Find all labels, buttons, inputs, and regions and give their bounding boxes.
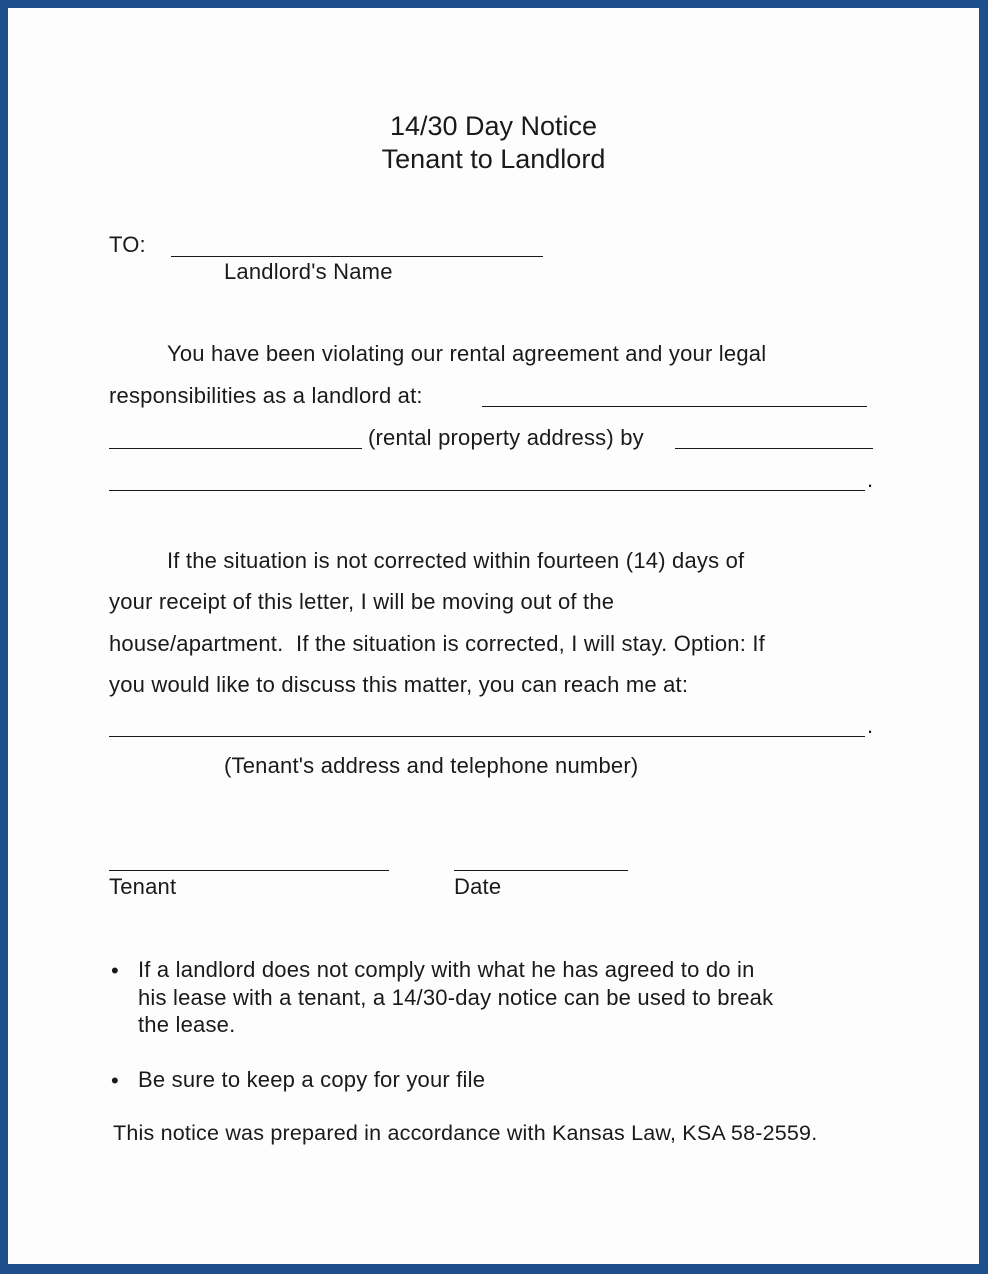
to-label: TO: xyxy=(109,232,146,257)
document-title-line1: 14/30 Day Notice xyxy=(389,111,598,141)
document-page xyxy=(8,8,979,1264)
paragraph2-line2: your receipt of this letter, I will be moving out of the xyxy=(109,589,615,614)
tenant-contact-blank[interactable] xyxy=(109,736,865,737)
property-address-blank-2[interactable] xyxy=(109,448,362,449)
tenant-label: Tenant xyxy=(109,874,177,899)
bullet-1-glyph: • xyxy=(111,958,119,983)
document-title-line2: Tenant to Landlord xyxy=(381,144,606,174)
bullet-2-glyph: • xyxy=(111,1068,119,1093)
paragraph2-line4: you would like to discuss this matter, you can reach me at: xyxy=(109,672,689,697)
date-label: Date xyxy=(454,874,502,899)
tenant-signature-blank[interactable] xyxy=(109,870,389,871)
paragraph2-period: . xyxy=(867,713,874,738)
paragraph1-line1: You have been violating our rental agreement and your legal xyxy=(167,341,767,366)
bullet-1-line2: his lease with a tenant, a 14/30-day notice can be used to break xyxy=(138,985,774,1010)
bullet-1-line1: If a landlord does not comply with what he has agreed to do in xyxy=(138,957,755,982)
paragraph2-line1: If the situation is not corrected within fourteen (14) days of xyxy=(167,548,745,573)
paragraph1-line2: responsibilities as a landlord at: xyxy=(109,383,423,408)
landlord-name-blank[interactable] xyxy=(171,256,543,257)
tenant-contact-caption: (Tenant's address and telephone number) xyxy=(224,753,639,778)
paragraph1-period: . xyxy=(867,467,874,492)
date-signature-blank[interactable] xyxy=(454,870,628,871)
violation-date-blank[interactable] xyxy=(675,448,873,449)
paragraph1-line3: (rental property address) by xyxy=(368,425,644,450)
bullet-1-line3: the lease. xyxy=(138,1012,236,1037)
property-address-blank-1[interactable] xyxy=(482,406,867,407)
legal-footnote: This notice was prepared in accordance with Kansas Law, KSA 58-2559. xyxy=(113,1121,818,1145)
violation-description-blank[interactable] xyxy=(109,490,865,491)
landlord-name-caption: Landlord's Name xyxy=(224,259,393,284)
paragraph2-line3: house/apartment. If the situation is corrected, I will stay. Option: If xyxy=(109,631,765,656)
bullet-2-text: Be sure to keep a copy for your file xyxy=(138,1067,486,1092)
